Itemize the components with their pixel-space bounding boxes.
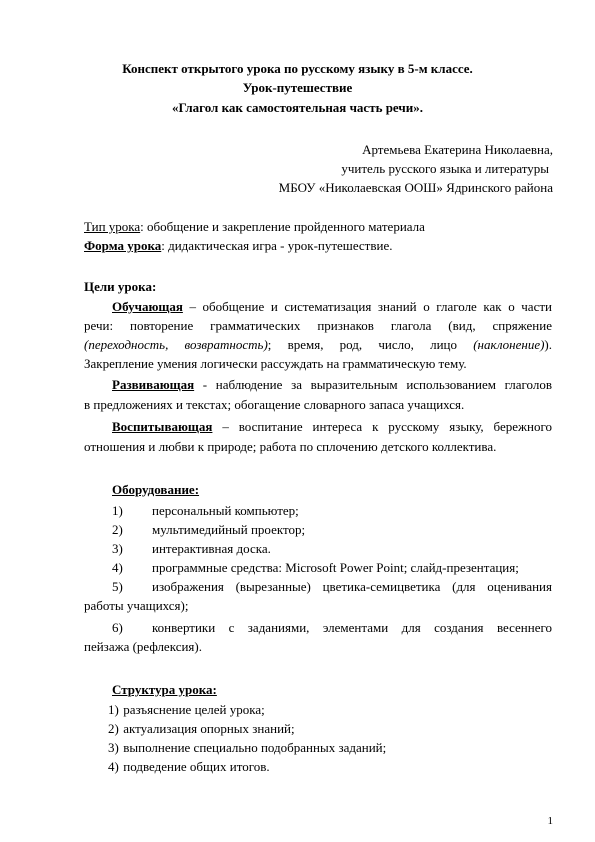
equipment-item-text: мультимедийный проектор; <box>152 522 306 537</box>
equipment-item-text: конвертики с заданиями, элементами для создания весеннего <box>152 620 552 635</box>
lesson-form-label: Форма урока <box>84 238 162 253</box>
equipment-item <box>112 579 552 595</box>
equipment-item-continuation: пейзажа (рефлексия). <box>84 639 202 654</box>
structure-item-number: 2) <box>108 721 119 736</box>
structure-heading: Структура урока: <box>112 682 217 697</box>
title-line-1: Конспект открытого урока по русскому языку в 5-м классе. <box>122 61 473 76</box>
goal-teaching-line-2: речи: повторение грамматических признаков глагола (вид, спряжение <box>84 318 552 333</box>
equipment-item <box>112 560 580 576</box>
lesson-form-value: : дидактическая игра - урок-путешествие. <box>161 238 393 253</box>
goal-developing-line-1 <box>112 377 552 393</box>
goal-teaching-end: ). <box>544 337 553 352</box>
equipment-item-number: 6) <box>112 620 123 635</box>
equipment-item-number: 5) <box>112 579 123 594</box>
lesson-form <box>84 238 552 254</box>
goal-teaching-text-1: – обобщение и систематизация знаний о глаголе как о части <box>182 299 552 314</box>
goal-teaching-label: Обучающая <box>112 299 183 314</box>
goals-heading: Цели урока: <box>84 279 157 294</box>
equipment-item-text: персональный компьютер; <box>152 503 299 518</box>
structure-item-text: подведение общих итогов. <box>123 759 270 774</box>
equipment-item-number: 1) <box>112 503 123 518</box>
equipment-item-number: 4) <box>112 560 123 575</box>
author-school: МБОУ «Николаевская ООШ» Ядринского района <box>278 180 553 195</box>
equipment-heading: Оборудование: <box>112 482 200 497</box>
equipment-item-continuation: работы учащихся); <box>84 598 189 613</box>
equipment-item-number: 3) <box>112 541 123 556</box>
page-number: 1 <box>547 815 553 827</box>
structure-item <box>108 740 576 756</box>
equipment-item-text: изображения (вырезанные) цветика-семицветика (для оценивания <box>152 579 552 594</box>
equipment-item <box>112 522 580 538</box>
structure-item <box>108 759 576 775</box>
goal-developing-label: Развивающая <box>112 377 195 392</box>
goal-teaching-italic-1: (переходность, возвратность) <box>84 337 268 352</box>
goal-developing-text-1: - наблюдение за выразительным использованием глаголов <box>194 377 552 392</box>
goal-teaching-line-1 <box>112 299 552 315</box>
title-line-3: «Глагол как самостоятельная часть речи». <box>172 100 423 115</box>
structure-item-text: разъяснение целей урока; <box>123 702 265 717</box>
goal-educational-line-1 <box>112 419 552 435</box>
structure-item-number: 1) <box>108 702 119 717</box>
equipment-item-text: программные средства: Microsoft Power Point; слайд-презентация; <box>152 560 519 575</box>
equipment-item-number: 2) <box>112 522 123 537</box>
equipment-item <box>112 503 580 519</box>
goal-teaching-line-3 <box>84 337 552 353</box>
structure-item-number: 3) <box>108 740 119 755</box>
structure-item-text: актуализация опорных знаний; <box>123 721 295 736</box>
lesson-type-label: Тип урока <box>84 219 141 234</box>
author-name: Артемьева Екатерина Николаевна, <box>362 142 553 157</box>
goal-developing-line-2: в предложениях и текстах; обогащение словарного запаса учащихся. <box>84 397 465 412</box>
lesson-type-value: : обобщение и закрепление пройденного материала <box>140 219 425 234</box>
goal-educational-text-1: – воспитание интереса к русскому языку, бережного <box>212 419 552 434</box>
lesson-type <box>84 219 552 235</box>
structure-item-number: 4) <box>108 759 119 774</box>
goal-teaching-line-4: Закрепление умения логически рассуждать на грамматическую тему. <box>84 356 467 371</box>
goal-educational-line-2: отношения и любви к природе; работа по сплочению детского коллектива. <box>84 439 497 454</box>
equipment-item <box>112 620 552 636</box>
author-position: учитель русского языка и литературы <box>341 161 549 176</box>
equipment-item-text: интерактивная доска. <box>152 541 271 556</box>
title-line-2: Урок-путешествие <box>242 80 353 95</box>
goal-teaching-italic-2: (наклонение) <box>473 337 545 352</box>
structure-item <box>108 702 576 718</box>
goal-teaching-mid: ; время, род, число, лицо <box>267 337 474 352</box>
structure-item <box>108 721 576 737</box>
equipment-item <box>112 541 580 557</box>
structure-item-text: выполнение специально подобранных заданий; <box>123 740 387 755</box>
goal-educational-label: Воспитывающая <box>112 419 213 434</box>
